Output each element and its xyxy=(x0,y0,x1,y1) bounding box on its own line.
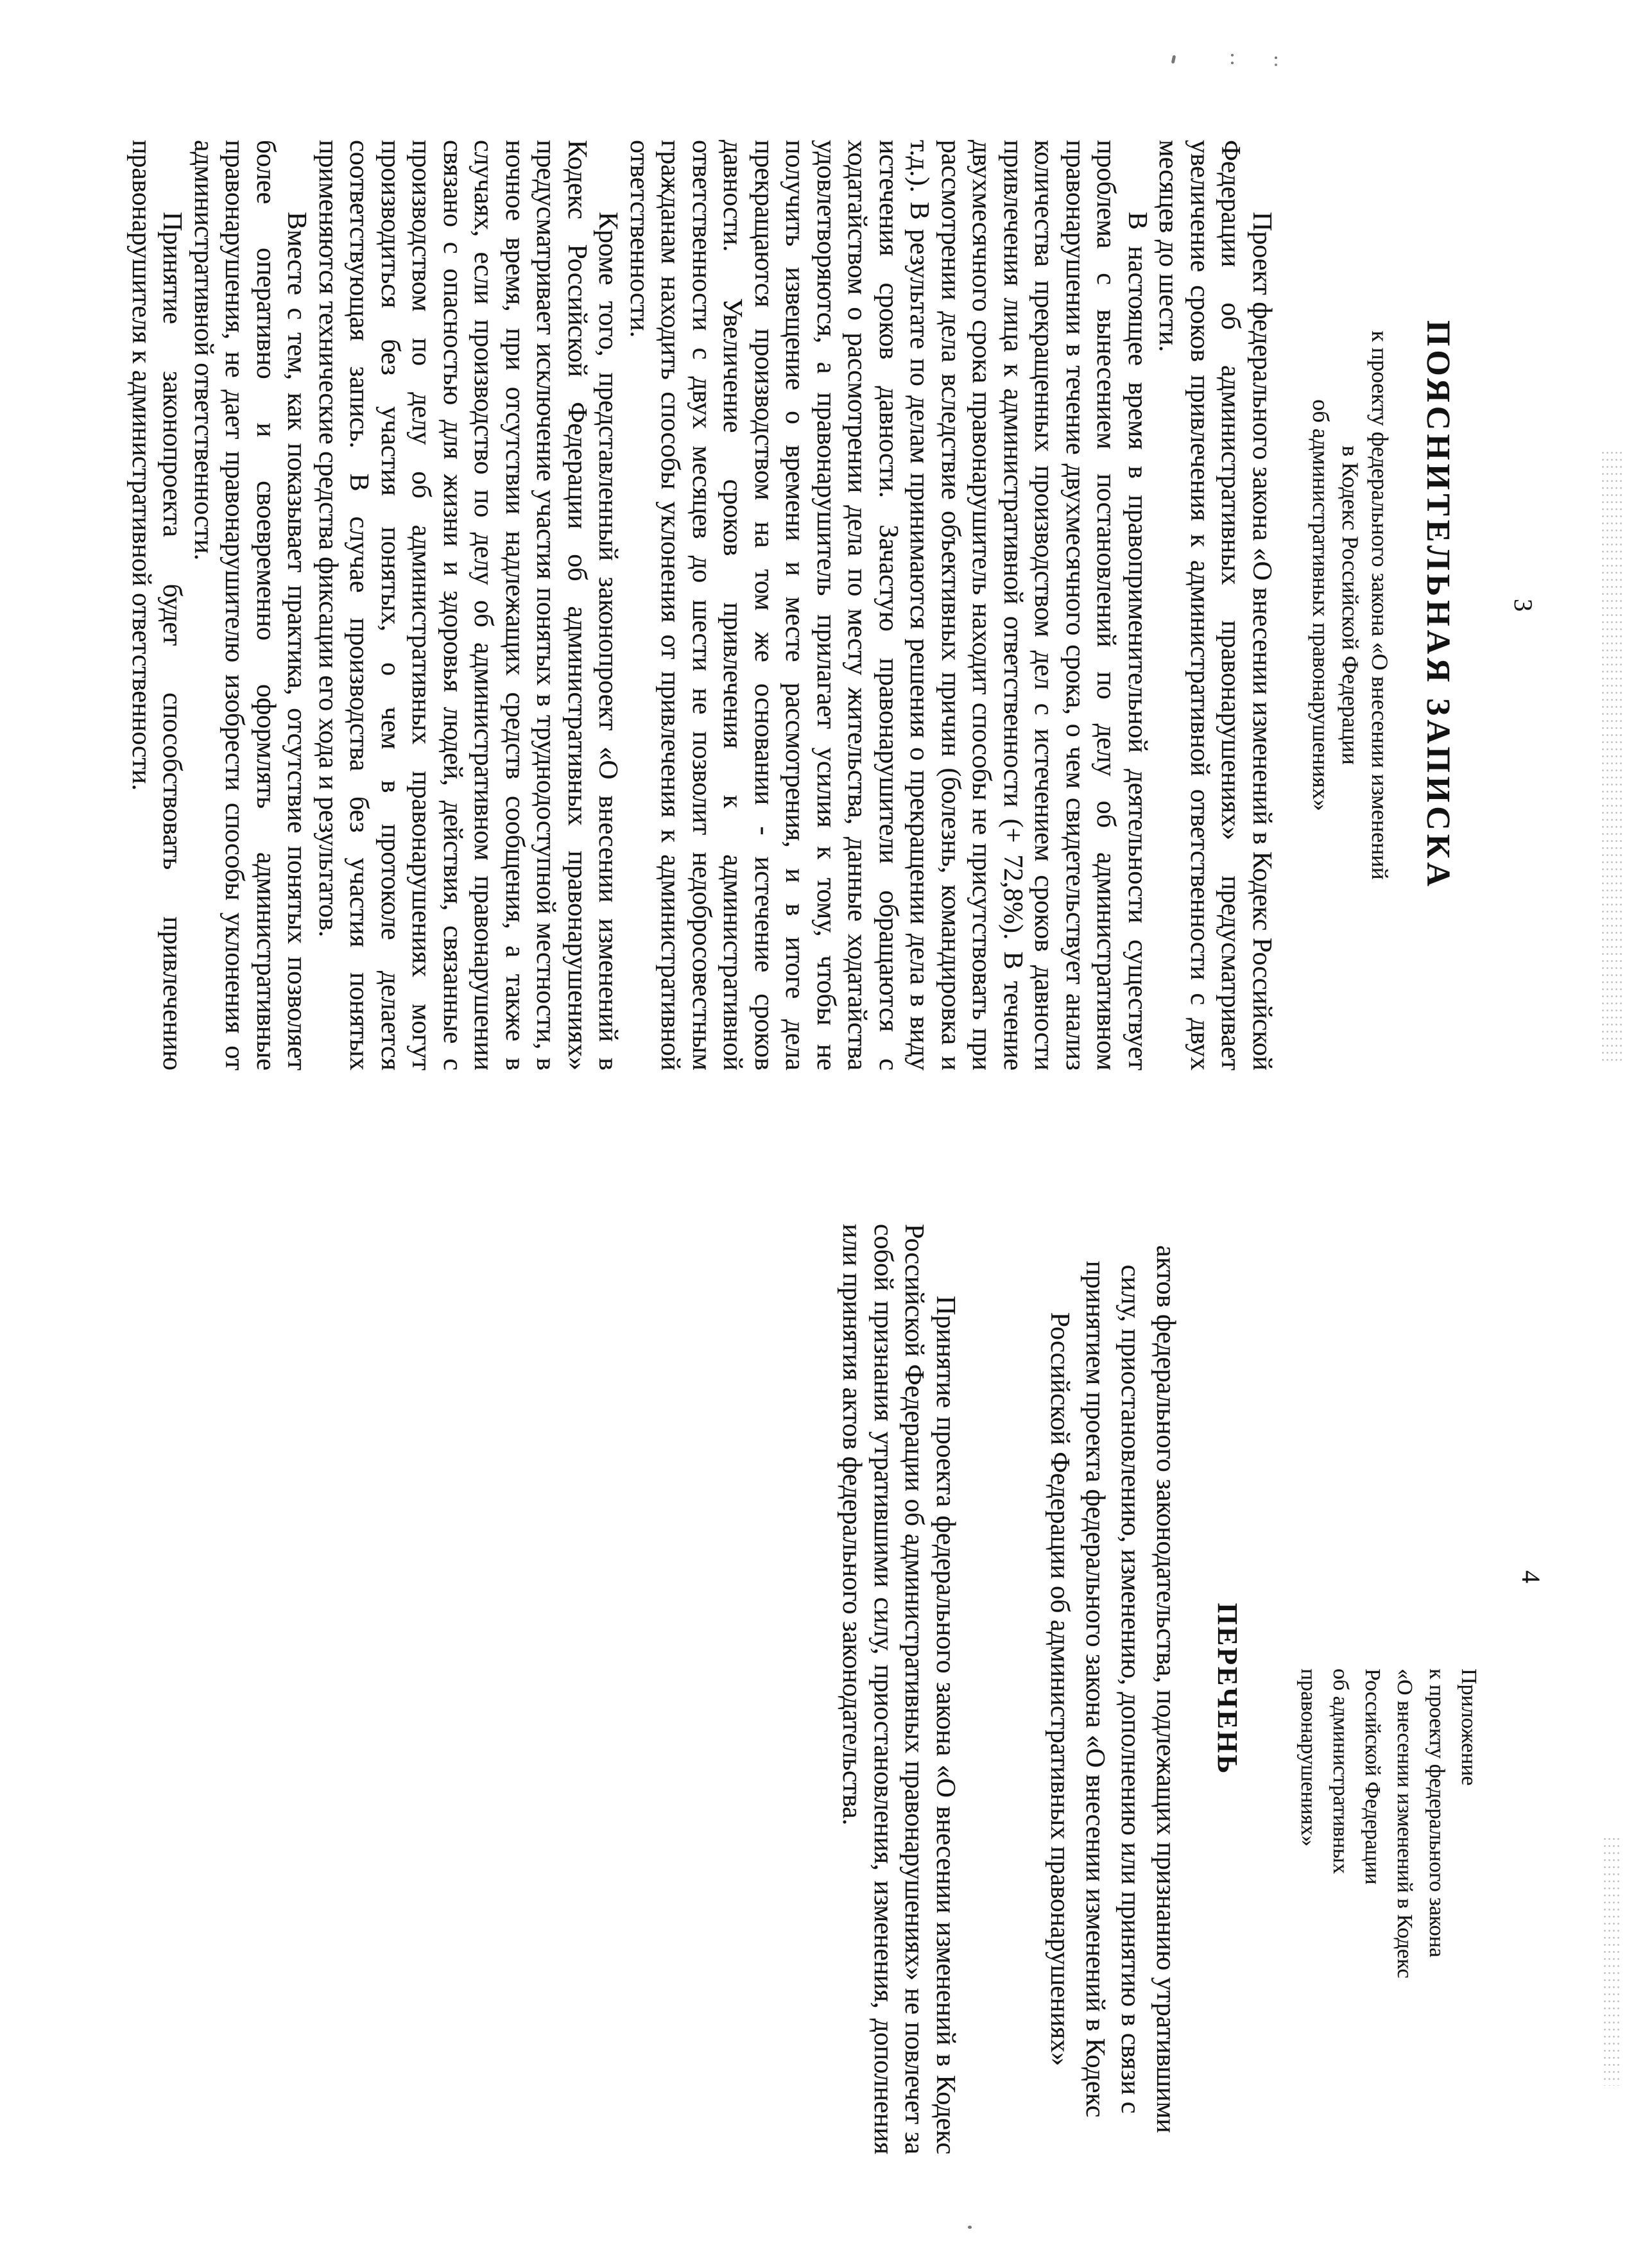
body-line: увеличение сроков привлечения к административной ответственности с двух xyxy=(1185,140,1214,1070)
body-line: административной ответственности. xyxy=(189,140,218,561)
body-line: производиться без участия понятых, о чем в протоколе делается xyxy=(375,140,405,1070)
body-line: месяцев до шести. xyxy=(1153,140,1184,352)
page-number: 3 xyxy=(1509,599,1538,612)
paragraph xyxy=(836,1224,961,2154)
body-line: ответственности. xyxy=(624,140,654,338)
body-line: Вместе с тем, как показывает практика, отсутствие понятых позволяет xyxy=(282,212,312,1070)
body-line: получить извещение о времени и месте рассмотрения, и в итоге дела xyxy=(780,140,810,1070)
heading-line: Приложение xyxy=(1457,1669,1481,1786)
body-line: проблема с вынесением постановлений по делу об административном xyxy=(1091,140,1121,1070)
page-title: ПОЯСНИТЕЛЬНАЯ ЗАПИСКА xyxy=(1420,320,1457,891)
heading-line: Российской Федерации об административных правонарушениях» xyxy=(1045,1312,1074,2066)
body-line: Проект федерального закона «О внесении изменений в Кодекс Российской xyxy=(1247,212,1277,1070)
body-line: гражданам находить способы уклонения от привлечения к административной xyxy=(655,140,685,1070)
heading-line: принятием проекта федерального закона «О внесении изменений в Кодекс xyxy=(1080,1260,1110,2118)
body-line: прекращаются производством на том же основании - истечение сроков xyxy=(749,140,779,1070)
body-line: более оперативно и своевременно оформлять административные xyxy=(251,140,280,1070)
heading-line: в Кодекс Российской Федерации xyxy=(1338,445,1363,765)
body-line: применяются технические средства фиксации его хода и результатов. xyxy=(313,140,343,938)
page-4 xyxy=(0,1134,1627,2268)
body-line: рассмотрении дела вследствие объективных причин (болезнь, командировка и xyxy=(936,140,965,1070)
body-line: случаях, если производство по делу об административном правонарушении xyxy=(469,140,499,1070)
heading-line: к проекту федерального закона «О внесении изменений xyxy=(1367,331,1393,880)
paragraph xyxy=(313,140,624,1070)
paragraph xyxy=(126,140,188,1070)
heading-line: актов федерального законодательства, подлежащих признанию утратившими xyxy=(1151,1245,1180,2133)
heading-line: об административных xyxy=(1329,1669,1352,1875)
body-line: В настоящее время в правоприменительной деятельности существует xyxy=(1123,212,1152,1070)
heading-line: Российской Федерации xyxy=(1361,1669,1384,1885)
heading-line: об административных правонарушениях» xyxy=(1308,399,1334,811)
heading-line: «О внесении изменений в Кодекс xyxy=(1393,1669,1416,1979)
body-line: Федерации об административных правонарушениях» предусматривает xyxy=(1216,140,1246,1070)
body-line: т.д.). В результате по делам принимаются решения о прекращении дела в виду xyxy=(904,140,934,1070)
body-line: ночное время, при отсутствии надлежащих средств сообщения, а также в xyxy=(500,140,529,1070)
body-line: давности. Увеличение сроков привлечения к административной xyxy=(718,140,748,1070)
page-body xyxy=(836,1224,961,2154)
heading-line: силу, приостановлению, изменению, дополнению или принятию в связи с xyxy=(1115,1264,1145,2114)
body-line: или принятия актов федерального законодательства. xyxy=(837,1224,867,1826)
body-line: правонарушителя к административной ответственности. xyxy=(126,140,156,791)
annex-heading-block xyxy=(1292,1669,1485,1979)
body-line: двухмесячного срока правонарушитель находит способы не присутствовать при xyxy=(967,140,997,1070)
body-line: Кодекс Российской Федерации об административных правонарушениях» xyxy=(562,140,592,1070)
body-line: количества прекращенных производством дел с истечением сроков давности xyxy=(1029,140,1059,1070)
page-subtitle xyxy=(1042,1224,1183,2154)
body-line: истечения сроков давности. Зачастую правонарушители обращаются с xyxy=(874,140,903,1070)
body-line: Кроме того, представленный законопроект «О внесении изменений в xyxy=(593,212,623,1070)
body-line: Принятие проекта федерального закона «О внесении изменений в Кодекс xyxy=(931,1296,960,2154)
body-line: ответственности с двух месяцев до шести не позволит недобросовестным xyxy=(687,140,716,1070)
paragraph xyxy=(624,140,1153,1070)
paragraph xyxy=(1153,140,1277,1070)
body-line: связано с опасностью для жизни и здоровья людей, действия, связанные с xyxy=(438,140,467,1070)
heading-line: правонарушениях» xyxy=(1296,1669,1320,1847)
body-line: правонарушении в течение двухмесячного срока, о чем свидетельствует анализ xyxy=(1060,140,1090,1070)
body-line: привлечения лица к административной ответственности (+ 72,8%). В течение xyxy=(998,140,1028,1070)
body-line: Российской Федерации об административных правонарушениях» не повлечет за xyxy=(899,1224,929,2154)
heading-line: к проекту федерального закона xyxy=(1425,1669,1449,1958)
body-line: правонарушения, не дает правонарушителю изобрести способы уклонения от xyxy=(220,140,250,1070)
body-line: производством по делу об административных правонарушениях могут xyxy=(406,140,436,1070)
page-subtitle xyxy=(1306,140,1395,1070)
body-line: собой признания утратившими силу, приостановления, изменения, дополнения xyxy=(868,1224,898,2154)
body-line: предусматривает исключение участия понятых в труднодоступной местности, в xyxy=(531,140,561,1070)
body-line: соответствующая запись. В случае производства без участия понятых xyxy=(344,140,374,1070)
page-body xyxy=(126,140,1278,1070)
page-number: 4 xyxy=(1517,1570,1545,1583)
page-title: ПЕРЕЧЕНЬ xyxy=(1212,1602,1244,1776)
body-line: Принятие законопроекта будет способствовать привлечению xyxy=(157,212,187,1070)
paragraph xyxy=(188,140,313,1070)
body-line: удовлетворяются, а правонарушитель прилагает усилия к тому, чтобы не xyxy=(811,140,841,1070)
body-line: ходатайством о рассмотрении дела по месту жительства, данные ходатайства xyxy=(842,140,872,1070)
